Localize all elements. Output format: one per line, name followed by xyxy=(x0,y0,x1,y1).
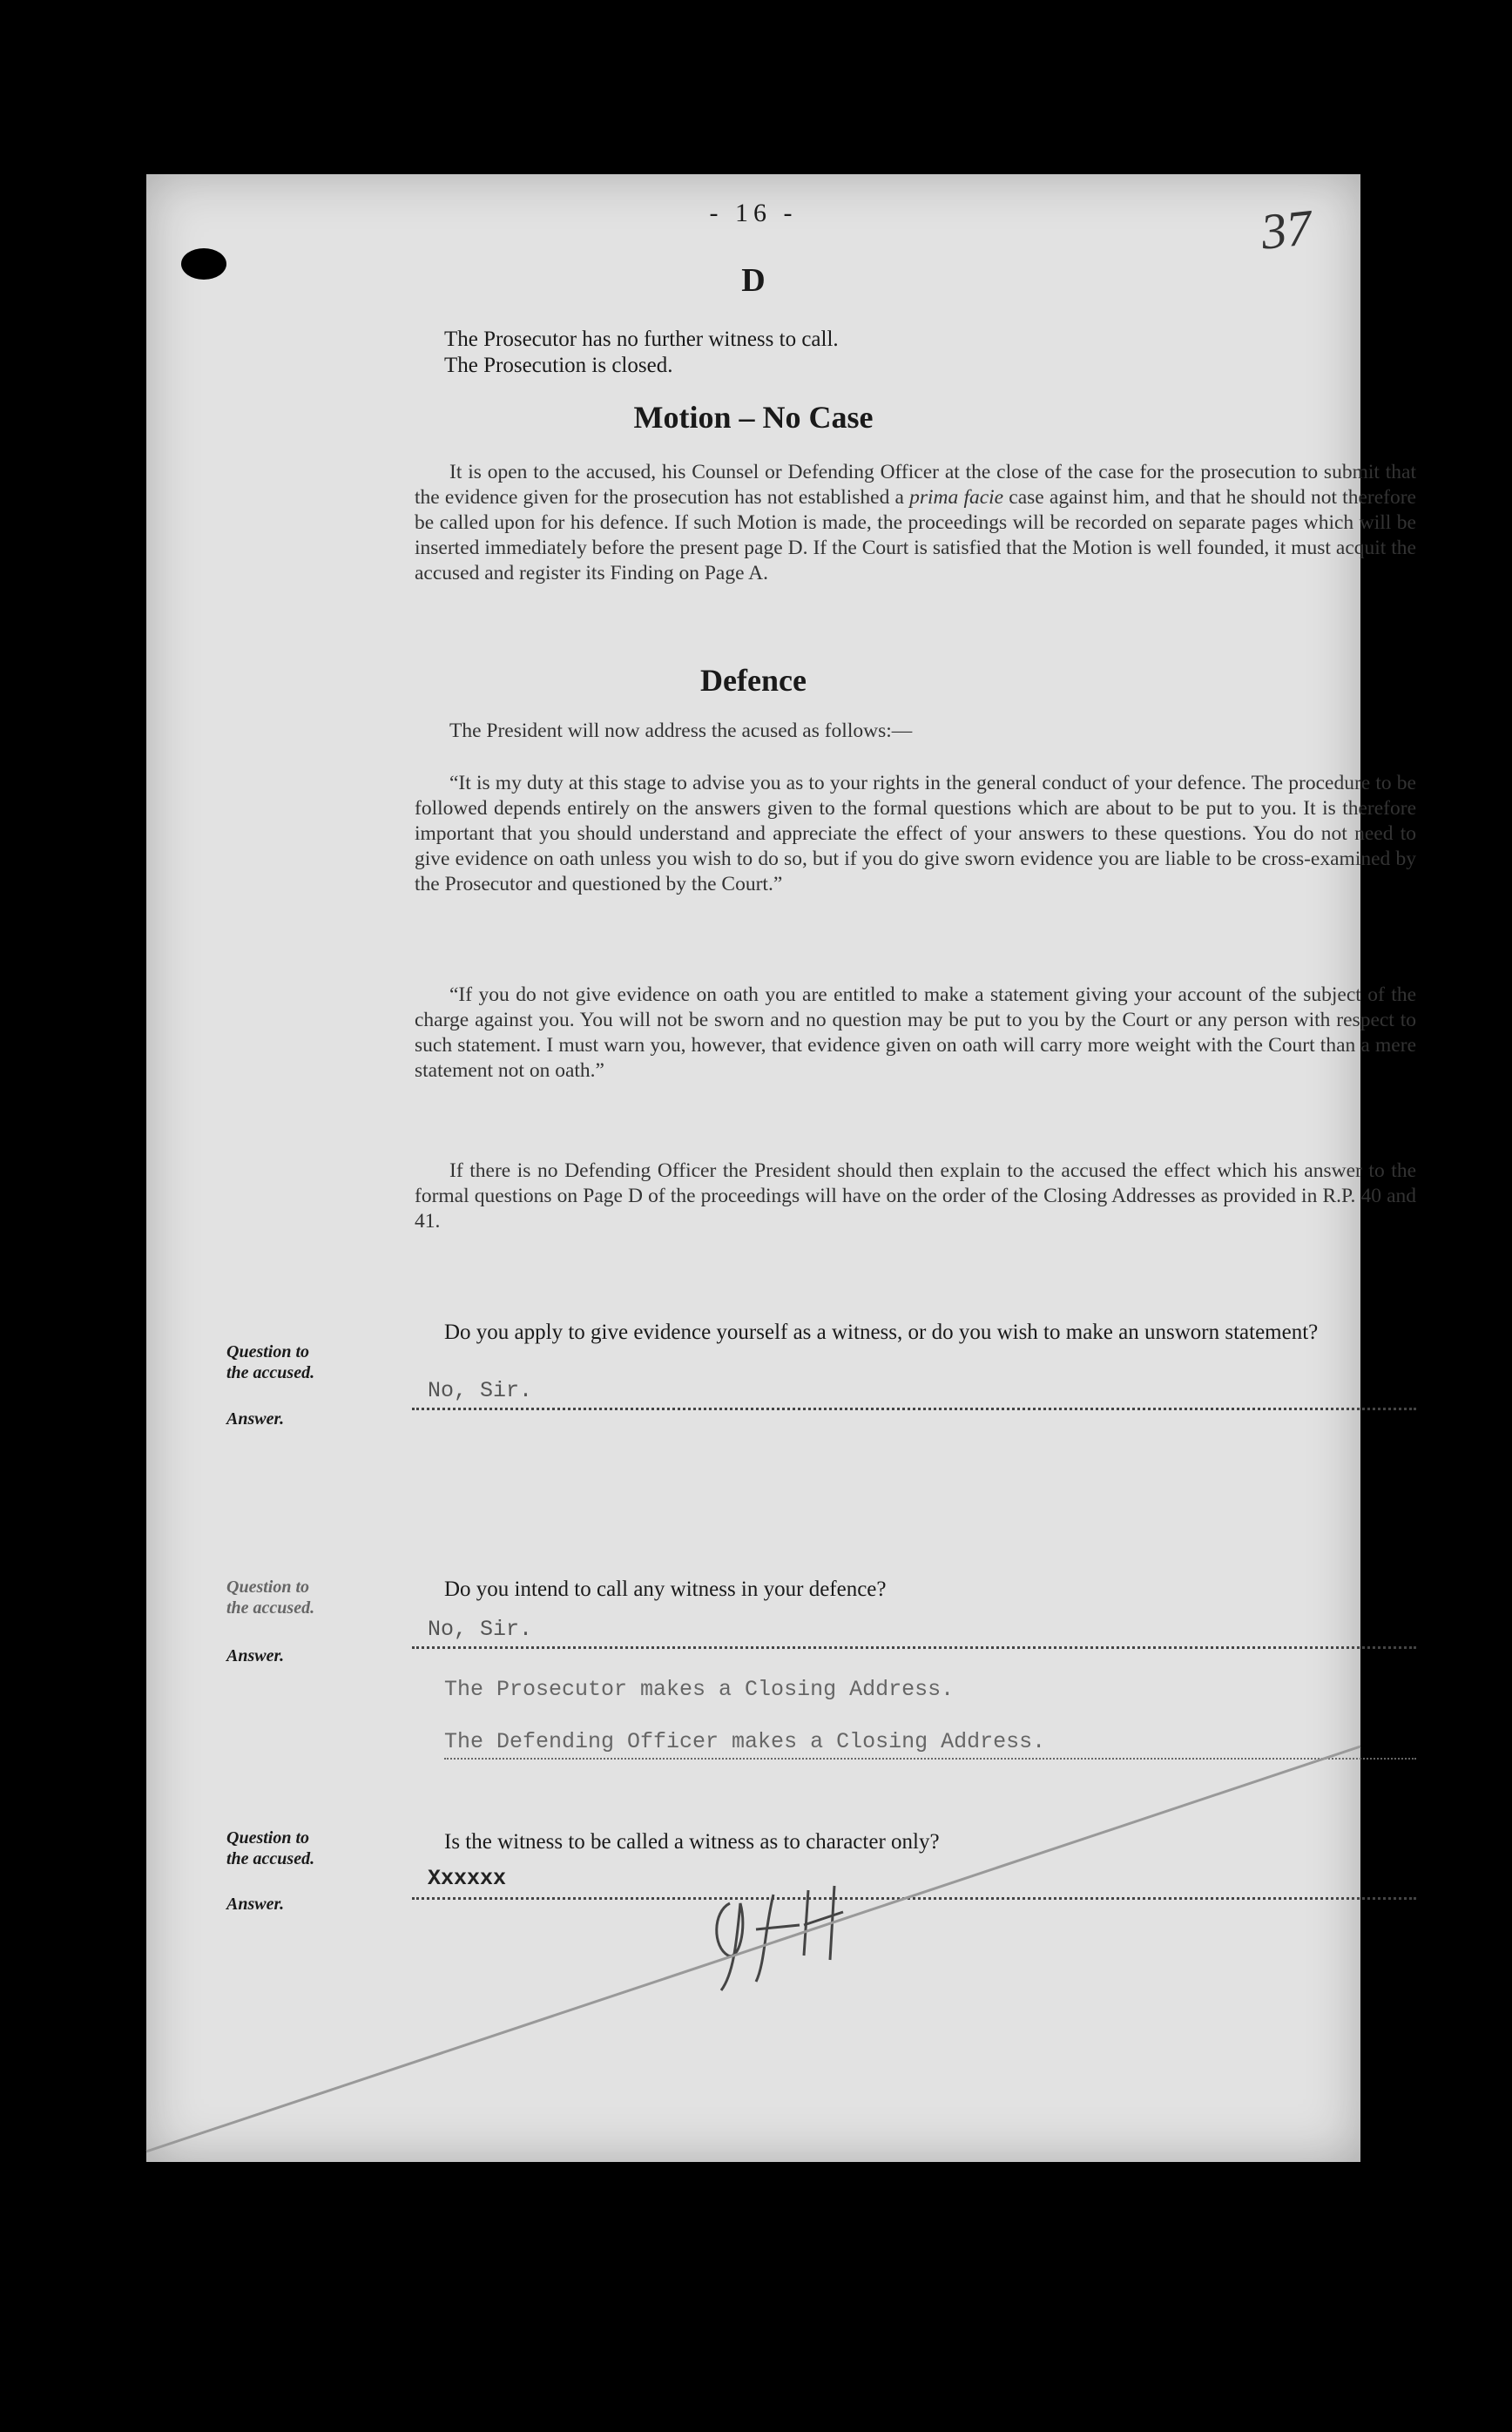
q1-question: Do you apply to give evidence yourself as a witness, or do you wish to make an unsworn statement? xyxy=(444,1321,1319,1344)
q2-question: Do you intend to call any witness in your defence? xyxy=(444,1577,887,1601)
closing-line-1: The Prosecutor has no further witness to call. xyxy=(444,328,839,351)
q1-label-line-1: Question to xyxy=(226,1342,310,1361)
pencil-page-number: 37 xyxy=(1258,199,1315,260)
q2-typed-line-1: The Prosecutor makes a Closing Address. xyxy=(444,1677,955,1702)
q2-label-line-2: the accused. xyxy=(226,1598,315,1618)
defence-quote-2-text: “If you do not give evidence on oath you are entitled to make a statement giving your account of the subject of the charge against you. You will not be sworn and no question may be put to you by the Court or any person with respect to such statement. I must warn you, however, that evidence given on oath will carry more weight with the Court than a mere statement not on oath.” xyxy=(415,983,1416,1082)
closing-line-2: The Prosecution is closed. xyxy=(444,354,673,377)
q1-answer-label: Answer. xyxy=(226,1409,285,1429)
q1-label-line-2: the accused. xyxy=(226,1363,315,1382)
paper-fold-crease xyxy=(146,174,1360,2162)
q2-label-line-1: Question to xyxy=(226,1577,310,1597)
q2-answer: No, Sir. xyxy=(428,1617,533,1642)
defence-heading: Defence xyxy=(700,663,807,698)
document-page xyxy=(146,174,1416,2162)
motion-text-a: It is open to the accused, his Counsel or Defending Officer at the close of the case for the prosecution to submit that the evidence given for the prosecution has not established a xyxy=(415,461,1416,509)
q3-question: Is the witness to be called a witness as to character only? xyxy=(444,1830,940,1854)
q3-answer: Xxxxxx xyxy=(428,1866,507,1891)
q3-label-line-2: the accused. xyxy=(226,1849,315,1868)
motion-heading: Motion – No Case xyxy=(633,400,874,435)
page-number: - 16 - xyxy=(709,199,798,227)
defence-note-text: If there is no Defending Officer the President should then explain to the accused the effect which his answer to the formal questions on Page D of the proceedings will have on the order of the Closing Addresses as provided in R.P. 40 and 41. xyxy=(415,1159,1416,1233)
section-letter: D xyxy=(741,262,766,299)
defence-quote-1-text: “It is my duty at this stage to advise you as to your rights in the general conduct of your defence. The procedure to be followed depends entirely on the answers given to the formal questions which are about to be put to you. It is therefore important that you should understand and appreciate the effect of your answers to these questions. You do not need to give evidence on oath unless you wish to do so, but if you do give sworn evidence you are liable to be cross-examined by the Prosecutor and questioned by the Court.” xyxy=(415,772,1416,895)
q3-label-line-1: Question to xyxy=(226,1828,310,1848)
q1-answer: No, Sir. xyxy=(428,1378,533,1403)
q3-answer-label: Answer. xyxy=(226,1895,285,1914)
motion-text-b: case against him, and that he should not therefore be called upon for his defence. If such Motion is made, the proceedings will be recorded on separate pages which will be inserted immediately before the present page D. If the Court is satisfied that the Motion is well founded, it must acquit the accused and register its Finding on Page A. xyxy=(415,486,1416,584)
q2-typed-line-2: The Defending Officer makes a Closing Address. xyxy=(444,1729,1416,1760)
motion-text-italic: prima facie xyxy=(909,486,1004,509)
defence-intro-text: The President will now address the acused as follows:— xyxy=(449,719,913,742)
q2-answer-label: Answer. xyxy=(226,1646,285,1665)
